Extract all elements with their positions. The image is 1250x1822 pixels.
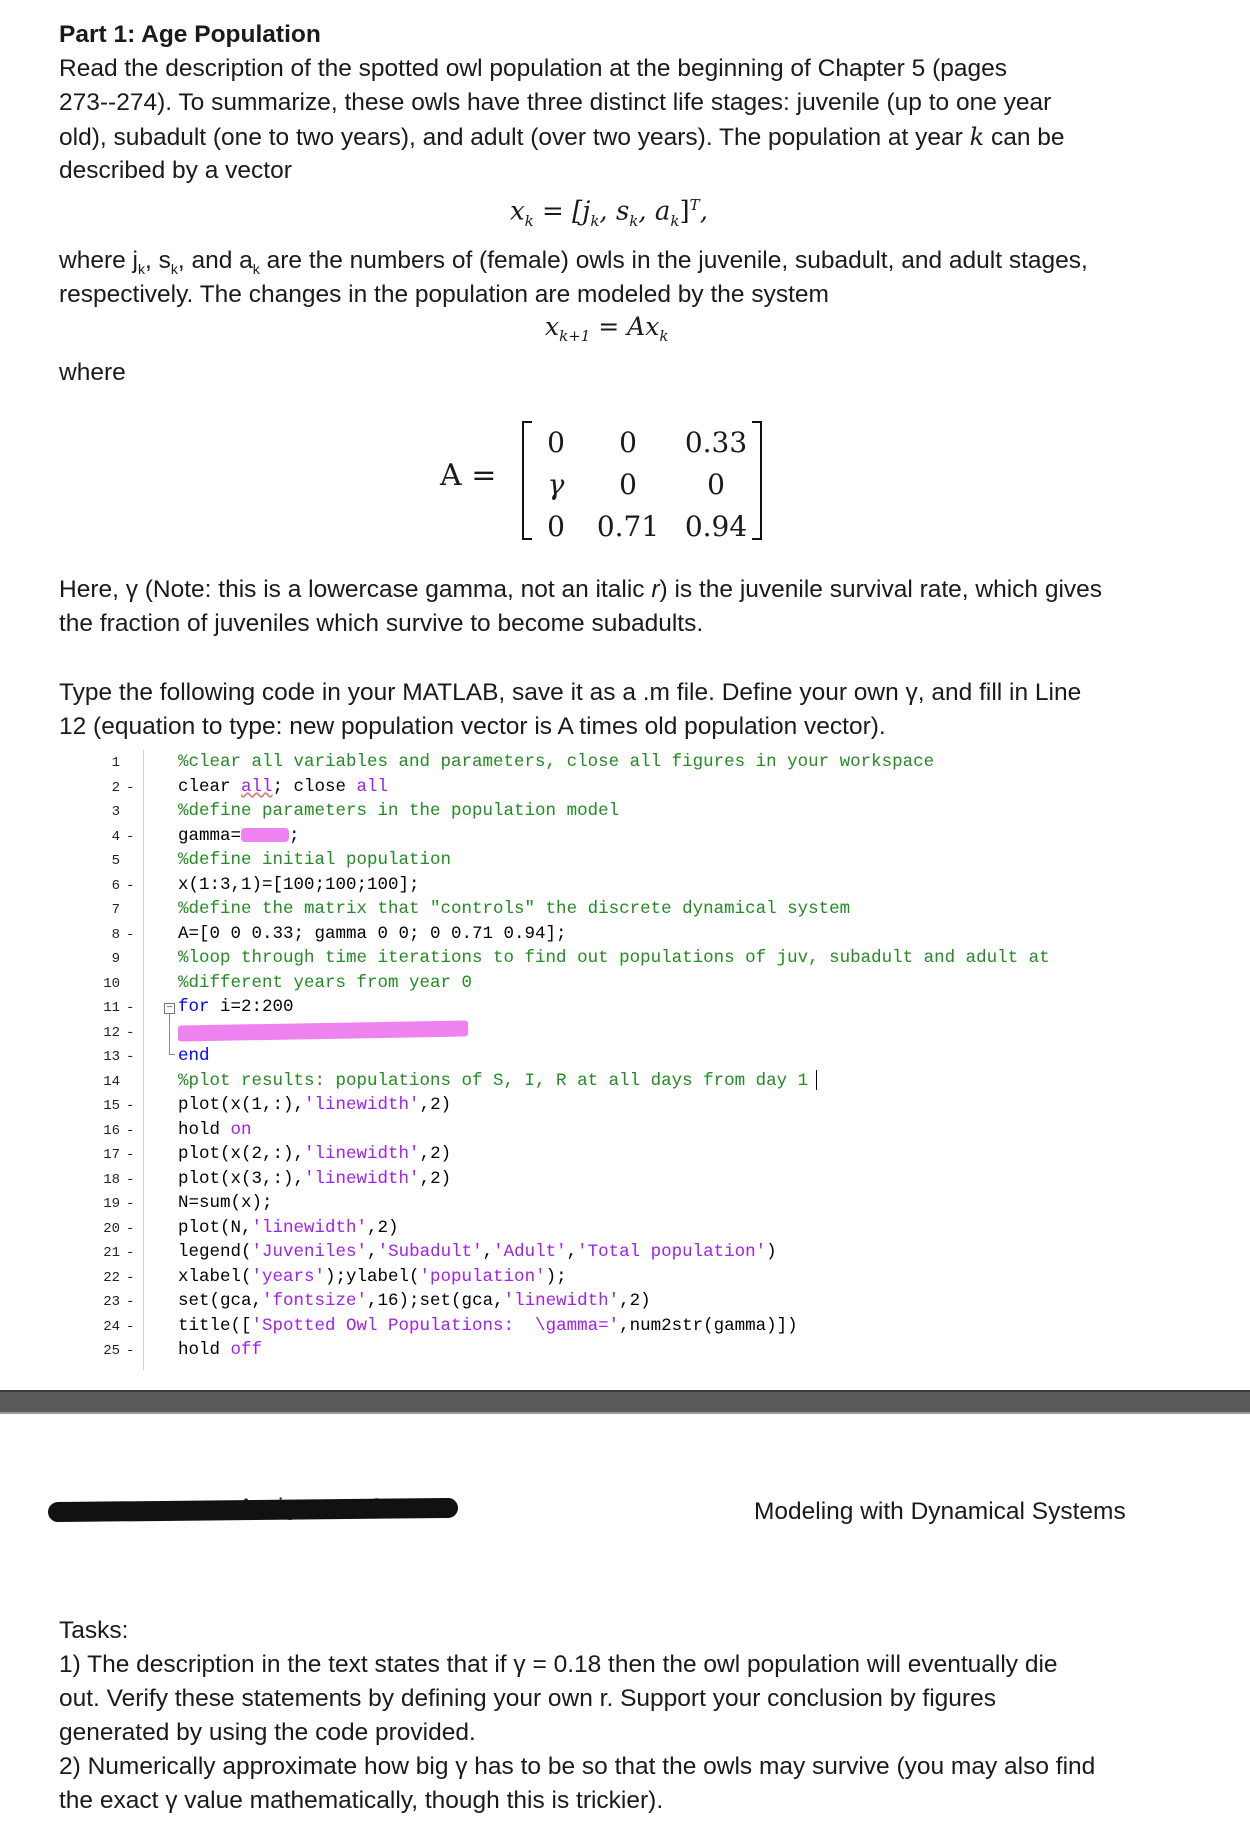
fold-guide-line xyxy=(169,1014,170,1054)
matrix-cell: 0.71 xyxy=(596,509,660,543)
matrix-row-2 xyxy=(532,463,756,505)
line-number: 3 xyxy=(111,804,120,820)
matrix-left-bracket xyxy=(522,421,532,540)
line-number: 14 xyxy=(103,1073,120,1090)
breakpoint-marker[interactable]: - xyxy=(126,1147,135,1163)
where-rest: are the numbers of (female) owls in the juvenile, subadult, and adult stages, xyxy=(259,247,1088,274)
code-line-3: %define parameters in the population model xyxy=(178,801,620,821)
text-cursor xyxy=(816,1070,817,1090)
fold-toggle-icon[interactable]: − xyxy=(164,1003,175,1014)
code-line-8: A=[0 0 0.33; gamma 0 0; 0 0.71 0.94]; xyxy=(178,923,567,944)
code-line-6: x(1:3,1)=[100;100;100]; xyxy=(178,874,420,895)
intro-line-1: Read the description of the spotted owl population at the beginning of Chapter 5 (pages xyxy=(59,55,1007,82)
matrix-row-3 xyxy=(532,505,756,547)
line-12-redaction xyxy=(178,1020,468,1041)
line-number: 15 xyxy=(103,1098,120,1114)
line-number: 23 xyxy=(103,1294,120,1310)
where-line-2: respectively. The changes in the population are modeled by the system xyxy=(59,281,829,308)
eq-j: [j xyxy=(572,196,591,227)
task-line-1: 1) The description in the text states that if γ = 0.18 then the owl population will eventually die xyxy=(59,1651,1058,1678)
task-line-2: out. Verify these statements by defining your own r. Support your conclusion by figures xyxy=(59,1685,996,1712)
where-sk-sub: k xyxy=(170,260,178,277)
intro-k-symbol: k xyxy=(969,123,985,151)
breakpoint-marker[interactable]: - xyxy=(126,1196,135,1212)
matrix-cell: 0 xyxy=(619,425,637,459)
matrix-cell: 0 xyxy=(619,467,637,501)
course-header-redacted xyxy=(48,1500,458,1520)
code-line-16: hold on xyxy=(178,1119,252,1140)
code-line-25: hold off xyxy=(178,1340,263,1360)
code-line-15: plot(x(1,:),'linewidth',2) xyxy=(178,1095,452,1115)
matrix-label: A = xyxy=(440,458,497,493)
code-line-17: plot(x(2,:),'linewidth',2) xyxy=(178,1144,452,1164)
sys-x: x xyxy=(545,312,560,341)
gamma-note-line-2: the fraction of juveniles which survive to become subadults. xyxy=(59,610,704,637)
line-number: 18 xyxy=(103,1171,120,1188)
instructions-line-2: 12 (equation to type: new population vector is A times old population vector). xyxy=(59,713,886,740)
code-line-24: title(['Spotted Owl Populations: \gamma=',num2str(gamma)]) xyxy=(178,1315,798,1336)
where-jk-sub: k xyxy=(137,260,145,277)
task-line-3: generated by using the code provided. xyxy=(59,1719,476,1746)
intro-line-3-tail: can be xyxy=(991,124,1065,151)
where-label: where xyxy=(59,359,126,386)
code-line-11: for i=2:200 xyxy=(178,997,294,1017)
where-sk: , s xyxy=(144,247,171,274)
breakpoint-marker[interactable]: - xyxy=(126,926,135,943)
line-number: 16 xyxy=(103,1122,120,1139)
line-number: 10 xyxy=(103,975,120,992)
fold-guide-end xyxy=(169,1054,175,1055)
eq-transpose: T xyxy=(689,196,700,214)
where-ak-sub: k xyxy=(252,260,260,277)
footer-course-title: Modeling with Dynamical Systems xyxy=(754,1498,1126,1525)
breakpoint-marker[interactable]: - xyxy=(126,779,135,796)
breakpoint-marker[interactable]: - xyxy=(126,1122,135,1139)
line-number: 11 xyxy=(103,1000,120,1016)
breakpoint-marker[interactable]: - xyxy=(126,1220,135,1237)
code-line-9: %loop through time iterations to find out populations of juv, subadult and adult at xyxy=(178,948,1050,968)
redaction-scribble xyxy=(48,1498,458,1522)
gamma-note-r: r xyxy=(651,576,660,603)
code-line-23: set(gca,'fontsize',16);set(gca,'linewidth',2) xyxy=(178,1291,651,1311)
line-number: 2 xyxy=(111,779,120,796)
eq-s: s xyxy=(615,196,630,227)
code-line-7: %define the matrix that "controls" the discrete dynamical system xyxy=(178,899,851,919)
eq-equals: = xyxy=(542,196,564,227)
line-number: 7 xyxy=(111,902,120,918)
code-line-13: end xyxy=(178,1046,210,1066)
eq-comma: , xyxy=(699,196,708,227)
line-number: 24 xyxy=(103,1318,120,1335)
line-number: 22 xyxy=(103,1269,120,1286)
breakpoint-marker[interactable]: - xyxy=(126,1000,135,1016)
gamma-value-redaction xyxy=(241,828,289,842)
code-line-20: plot(N,'linewidth',2) xyxy=(178,1217,399,1238)
code-line-4: gamma= ; xyxy=(178,825,300,846)
instructions-line-1: Type the following code in your MATLAB, save it as a .m file. Define your own γ, and fill in Line xyxy=(59,679,1082,706)
matrix-cell: 0 xyxy=(707,467,725,501)
code-line-2: clear all; close all xyxy=(178,776,389,797)
line-number: 17 xyxy=(103,1147,120,1163)
line-number: 25 xyxy=(103,1343,120,1359)
eq-x: x xyxy=(510,196,525,227)
gamma-note-a: Here, γ (Note: this is a lowercase gamma, not an italic xyxy=(59,576,652,603)
matrix-a xyxy=(532,421,756,547)
line-number: 19 xyxy=(103,1196,120,1212)
vector-equation: $x_k = [j_k$, $s_k$, $a_k]^T$, xyxy=(510,196,708,230)
breakpoint-marker[interactable]: - xyxy=(126,1049,135,1065)
line-number: 4 xyxy=(111,828,120,845)
eq-a: a xyxy=(654,196,671,227)
matrix-cell: 0 xyxy=(547,425,565,459)
gamma-note-b: ) is the juvenile survival rate, which gives xyxy=(659,576,1103,603)
code-line-5: %define initial population xyxy=(178,850,452,870)
eq-s-sub: k xyxy=(629,211,639,230)
line-number: 21 xyxy=(103,1245,120,1261)
gamma-note-line-1 xyxy=(59,573,1102,607)
line-number: 12 xyxy=(103,1024,120,1041)
line-number: 5 xyxy=(111,853,120,869)
code-line-22: xlabel('years');ylabel('population'); xyxy=(178,1266,567,1287)
line-number: 9 xyxy=(111,951,120,967)
eq-a-sub: k xyxy=(670,211,680,230)
intro-line-3 xyxy=(59,120,1065,155)
eq-sub-k: k xyxy=(524,211,534,230)
code-line-14: %plot results: populations of S, I, R at all days from day 1 xyxy=(178,1069,817,1093)
breakpoint-marker[interactable]: - xyxy=(126,1171,135,1188)
breakpoint-marker[interactable]: - xyxy=(126,1294,135,1310)
intro-line-3-text: old), subadult (one to two years), and adult (over two years). The population at year xyxy=(59,124,963,151)
line-number: 8 xyxy=(111,926,120,943)
breakpoint-marker[interactable]: - xyxy=(126,1343,135,1359)
gutter-divider xyxy=(143,750,144,1370)
sys-rhs-sub: k xyxy=(659,327,669,345)
line-number: 1 xyxy=(111,755,120,771)
task-line-4: 2) Numerically approximate how big γ has to be so that the owls may survive (you may also find xyxy=(59,1753,1096,1780)
code-line-10: %different years from year 0 xyxy=(178,972,473,993)
tasks-heading: Tasks: xyxy=(59,1617,129,1644)
breakpoint-marker[interactable]: - xyxy=(126,828,135,845)
intro-line-4: described by a vector xyxy=(59,157,292,184)
task-line-5: the exact γ value mathematically, though this is trickier). xyxy=(59,1787,664,1814)
where-ak: , and a xyxy=(177,247,253,274)
matrix-cell: 0 xyxy=(547,509,565,543)
system-equation xyxy=(545,312,668,345)
code-editor xyxy=(0,750,1250,1370)
breakpoint-marker[interactable]: - xyxy=(126,1318,135,1335)
code-line-21: legend('Juveniles','Subadult','Adult','Total population') xyxy=(178,1242,777,1262)
breakpoint-marker[interactable]: - xyxy=(126,1024,135,1041)
line-number: 20 xyxy=(103,1220,120,1237)
code-line-18: plot(x(3,:),'linewidth',2) xyxy=(178,1168,452,1189)
line-number: 6 xyxy=(111,877,120,894)
line-number: 13 xyxy=(103,1049,120,1065)
matrix-cell: 0.33 xyxy=(684,425,748,459)
eq-j-sub: k xyxy=(590,211,600,230)
where-jk: where j xyxy=(59,247,138,274)
sys-rhs: = Ax xyxy=(598,312,660,341)
code-line-19: N=sum(x); xyxy=(178,1193,273,1213)
matrix-row-1 xyxy=(532,421,756,463)
breakpoint-marker[interactable]: - xyxy=(126,1269,135,1286)
code-line-1: %clear all variables and parameters, close all figures in your workspace xyxy=(178,752,935,772)
code-line-12 xyxy=(178,1020,468,1044)
breakpoint-marker[interactable]: - xyxy=(126,1098,135,1114)
matrix-cell-gamma: γ xyxy=(547,467,565,501)
breakpoint-marker[interactable]: - xyxy=(126,1245,135,1261)
breakpoint-marker[interactable]: - xyxy=(126,877,135,894)
intro-line-2: 273--274). To summarize, these owls have three distinct life stages: juvenile (up to one year xyxy=(59,89,1052,116)
matrix-cell: 0.94 xyxy=(684,509,748,543)
sys-lhs-sub: k+1 xyxy=(559,327,591,345)
eq-close: ] xyxy=(679,196,690,227)
section-title: Part 1: Age Population xyxy=(59,21,321,48)
page-break-divider xyxy=(0,1390,1250,1414)
